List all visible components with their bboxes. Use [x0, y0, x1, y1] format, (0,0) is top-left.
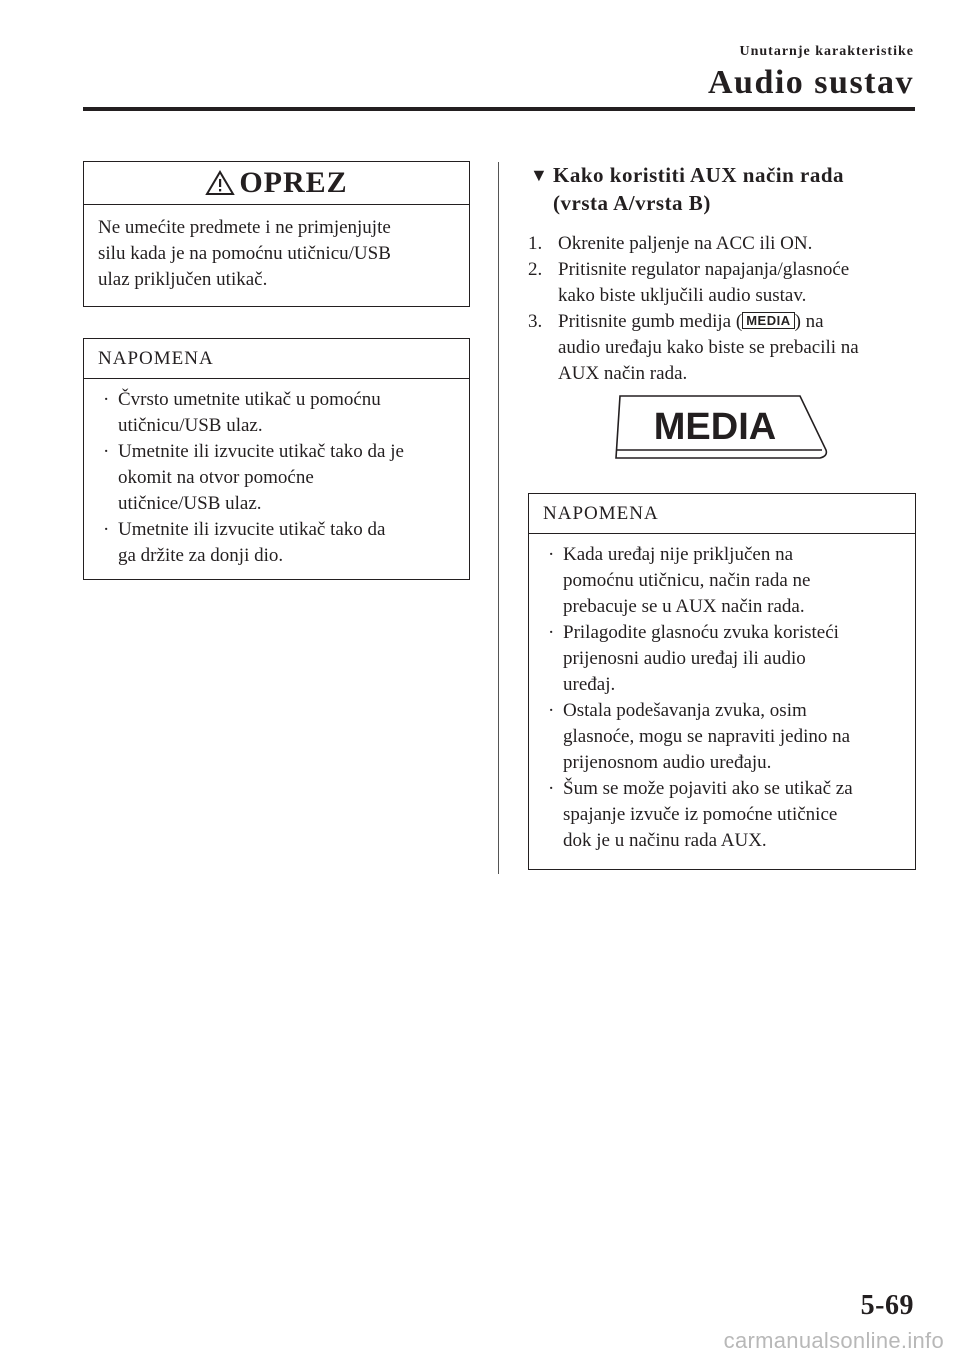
note-line: glasnoće, mogu se napraviti jedino na — [563, 726, 851, 747]
note-line: uređaj. — [563, 674, 616, 695]
note-line: Umetnite ili izvucite utikač tako da je — [118, 441, 404, 462]
warning-icon — [205, 170, 235, 196]
note-label-left: NAPOMENA — [84, 339, 469, 379]
step-number: 1. — [528, 233, 543, 254]
bullet-icon: · — [548, 700, 555, 721]
note-line: prijenosni audio uređaj ili audio — [563, 648, 806, 669]
caution-header — [84, 162, 469, 205]
step-number: 2. — [528, 259, 543, 280]
note-item — [529, 698, 915, 776]
step-line: audio uređaju kako biste se prebacili na — [558, 337, 859, 358]
section-heading-line: (vrsta A/vrsta B) — [553, 191, 711, 215]
note-box-right — [528, 493, 916, 870]
note-item — [84, 387, 469, 439]
step-item — [528, 309, 918, 387]
step-line: Okrenite paljenje na ACC ili ON. — [558, 233, 813, 254]
step-number: 3. — [528, 311, 543, 332]
caution-line: ulaz priključen utikač. — [98, 269, 268, 290]
media-button-label: MEDIA — [653, 406, 777, 448]
bullet-icon: · — [548, 778, 555, 799]
note-box-left — [83, 338, 470, 580]
note-line: pomoćnu utičnicu, način rada ne — [563, 570, 811, 591]
note-line: Šum se može pojaviti ako se utikač za — [563, 778, 853, 799]
bullet-icon: · — [103, 389, 110, 410]
step-line: Pritisnite regulator napajanja/glasnoće — [558, 259, 850, 280]
watermark: carmanualsonline.info — [723, 1328, 944, 1353]
caution-label: OPREZ — [239, 166, 348, 199]
note-line: Ostala podešavanja zvuka, osim — [563, 700, 807, 721]
header-rule — [83, 107, 915, 111]
page-title: Audio sustav — [707, 64, 914, 101]
note-item — [529, 776, 915, 854]
section-heading — [530, 161, 910, 217]
bullet-icon: · — [103, 519, 110, 540]
bullet-icon: · — [548, 544, 555, 565]
caution-box — [83, 161, 470, 307]
note-line: prijenosnom audio uređaju. — [563, 752, 772, 773]
note-item — [84, 439, 469, 517]
note-line: prebacuje se u AUX način rada. — [563, 596, 805, 617]
note-line: Čvrsto umetnite utikač u pomoćnu — [118, 389, 381, 410]
note-item — [84, 517, 469, 569]
note-line: Umetnite ili izvucite utikač tako da — [118, 519, 386, 540]
media-button-illustration — [612, 392, 830, 468]
note-label-right: NAPOMENA — [529, 494, 915, 534]
note-line: utičnicu/USB ulaz. — [118, 415, 263, 436]
caution-line: silu kada je na pomoćnu utičnicu/USB — [98, 243, 391, 264]
caution-text — [84, 205, 469, 293]
step-line — [558, 309, 918, 335]
step-text: ) na — [794, 311, 824, 332]
note-line: Kada uređaj nije priključen na — [563, 544, 794, 565]
triangle-down-icon: ▼ — [530, 165, 549, 185]
section-name: Unutarnje karakteristike — [739, 44, 914, 59]
caution-line: Ne umećite predmete i ne primjenjujte — [98, 217, 391, 238]
section-heading-line: Kako koristiti AUX način rada — [553, 163, 845, 187]
note-list-right — [529, 534, 915, 854]
step-text: Pritisnite gumb medija ( — [558, 311, 743, 332]
column-divider — [498, 162, 499, 874]
note-line: spajanje izvuče iz pomoćne utičnice — [563, 804, 838, 825]
step-line: AUX način rada. — [558, 363, 688, 384]
steps-list — [528, 231, 918, 387]
note-item — [529, 542, 915, 620]
note-line: ga držite za donji dio. — [118, 545, 284, 566]
note-item — [529, 620, 915, 698]
step-item — [528, 257, 918, 309]
note-line: dok je u načinu rada AUX. — [563, 830, 767, 851]
note-list-left — [84, 379, 469, 569]
note-line: Prilagodite glasnoću zvuka koristeći — [563, 622, 839, 643]
step-item — [528, 231, 918, 257]
media-inline-icon: MEDIA — [742, 312, 794, 329]
page-number: 5-69 — [860, 1290, 914, 1321]
step-line: kako biste uključili audio sustav. — [558, 285, 807, 306]
bullet-icon: · — [103, 441, 110, 462]
bullet-icon: · — [548, 622, 555, 643]
note-line: okomit na otvor pomoćne — [118, 467, 314, 488]
note-line: utičnice/USB ulaz. — [118, 493, 262, 514]
